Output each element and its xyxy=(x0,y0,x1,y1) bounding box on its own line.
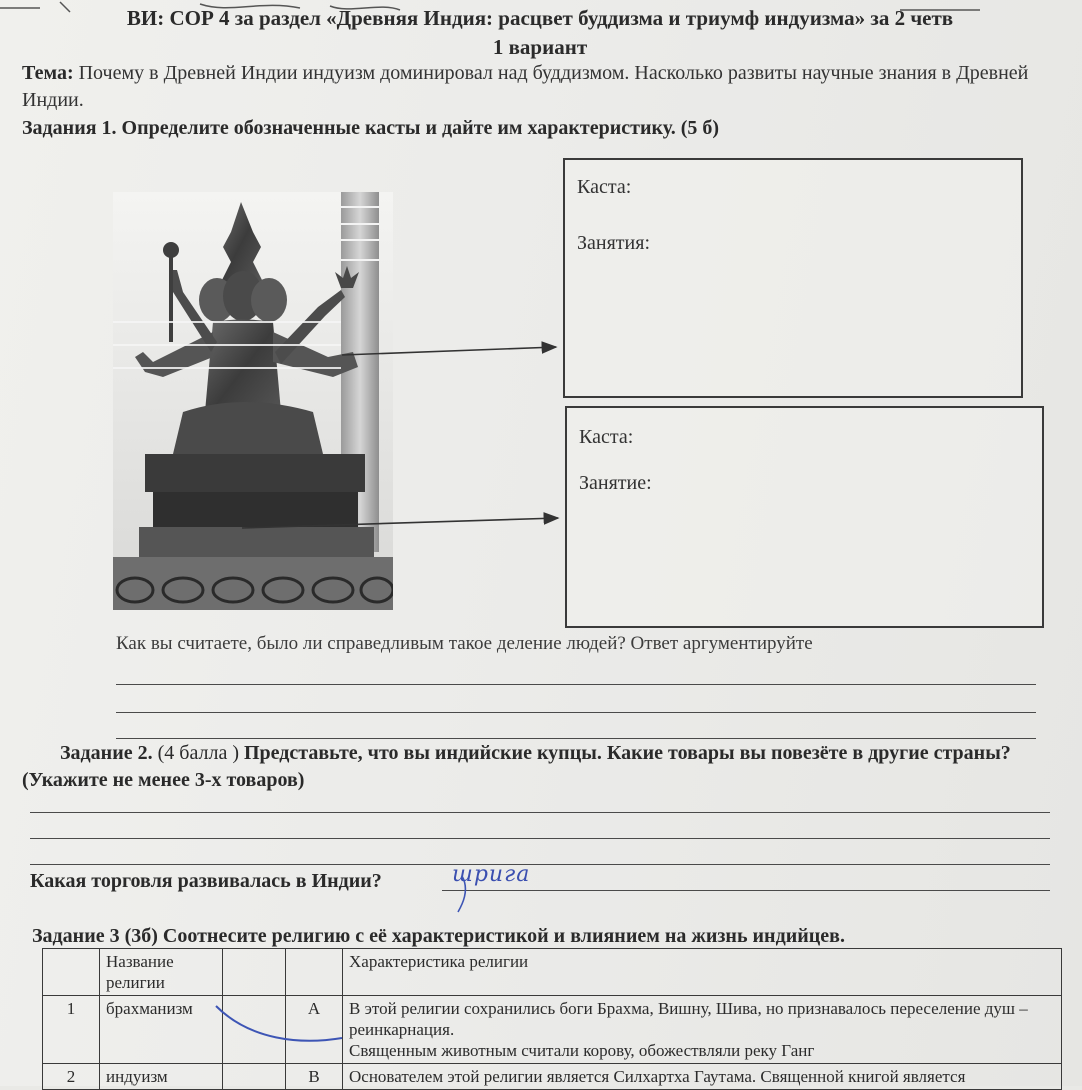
row-letter: А xyxy=(286,996,343,1064)
caste-label-2: Каста: xyxy=(579,426,634,448)
table-row xyxy=(43,996,1062,1064)
topic-paragraph xyxy=(22,60,1032,114)
religion-description: Основателем этой религии является Силхартха Гаутама. Священной книгой является xyxy=(343,1064,1062,1090)
trade-question: Какая торговля развивалась в Индии? xyxy=(30,870,382,892)
page-title: ВИ: СОР 4 за раздел «Древняя Индия: расцвет буддизма и триумф индуизма» за 2 четв xyxy=(126,6,954,30)
table-header-row xyxy=(43,949,1062,996)
row-letter: В xyxy=(286,1064,343,1090)
religion-description-text-2: Священным животным считали корову, обожествляли реку Ганг xyxy=(349,1041,815,1060)
answer-line[interactable] xyxy=(30,864,1050,865)
task1-heading: Задания 1. Определите обозначенные касты и дайте им характеристику. (5 б) xyxy=(22,117,720,139)
caste-label-1: Каста: xyxy=(577,176,632,198)
header-desc-cell: Характеристика религии xyxy=(343,949,1062,996)
answer-line[interactable] xyxy=(116,712,1036,713)
occupation-label-2: Занятие: xyxy=(579,472,652,494)
task2-text: Представьте, что вы индийские купцы. Какие товары вы повезёте в другие страны? (Укажите не менее 3-х товаров) xyxy=(22,742,1011,791)
variant-label: 1 вариант xyxy=(492,35,588,59)
religion-matching-table xyxy=(42,948,1062,1090)
trade-answer-line[interactable] xyxy=(442,890,1050,891)
caste-answer-box-1[interactable] xyxy=(563,158,1023,398)
topic-label: Тема: xyxy=(22,62,74,84)
task2-lead: Задание 2. xyxy=(60,742,153,764)
task2-points: (4 балла ) xyxy=(157,742,239,764)
match-cell[interactable] xyxy=(223,996,286,1064)
row-num: 1 xyxy=(43,996,100,1064)
occupation-label-1: Занятия: xyxy=(577,232,650,254)
trade-handwritten-answer: шрига xyxy=(452,862,531,887)
fairness-question: Как вы считаете, было ли справедливым такое деление людей? Ответ аргументируйте xyxy=(116,633,813,654)
answer-line[interactable] xyxy=(116,738,1036,739)
hindu-deity-statue-image xyxy=(113,192,393,610)
header-num-cell xyxy=(43,949,100,996)
answer-line[interactable] xyxy=(30,812,1050,813)
topic-text: Почему в Древней Индии индуизм доминировал над буддизмом. Насколько развиты научные знания в Древней Индии. xyxy=(22,62,1029,111)
answer-line[interactable] xyxy=(30,838,1050,839)
task3-heading: Задание 3 (3б) Соотнесите религию с её характеристикой и влиянием на жизнь индийцев. xyxy=(32,925,845,947)
header-letter-cell xyxy=(286,949,343,996)
row-num: 2 xyxy=(43,1064,100,1090)
task2-paragraph xyxy=(22,740,1052,794)
religion-description xyxy=(343,996,1062,1064)
religion-name: индуизм xyxy=(100,1064,223,1090)
caste-answer-box-2[interactable] xyxy=(565,406,1044,628)
religion-description-text: В этой религии сохранились боги Брахма, Вишну, Шива, но признавалось переселение душ – реинкарнация. xyxy=(349,999,1028,1039)
header-empty-cell xyxy=(223,949,286,996)
answer-line[interactable] xyxy=(116,684,1036,685)
header-name-cell: Название религии xyxy=(100,949,223,996)
religion-name: брахманизм xyxy=(100,996,223,1064)
